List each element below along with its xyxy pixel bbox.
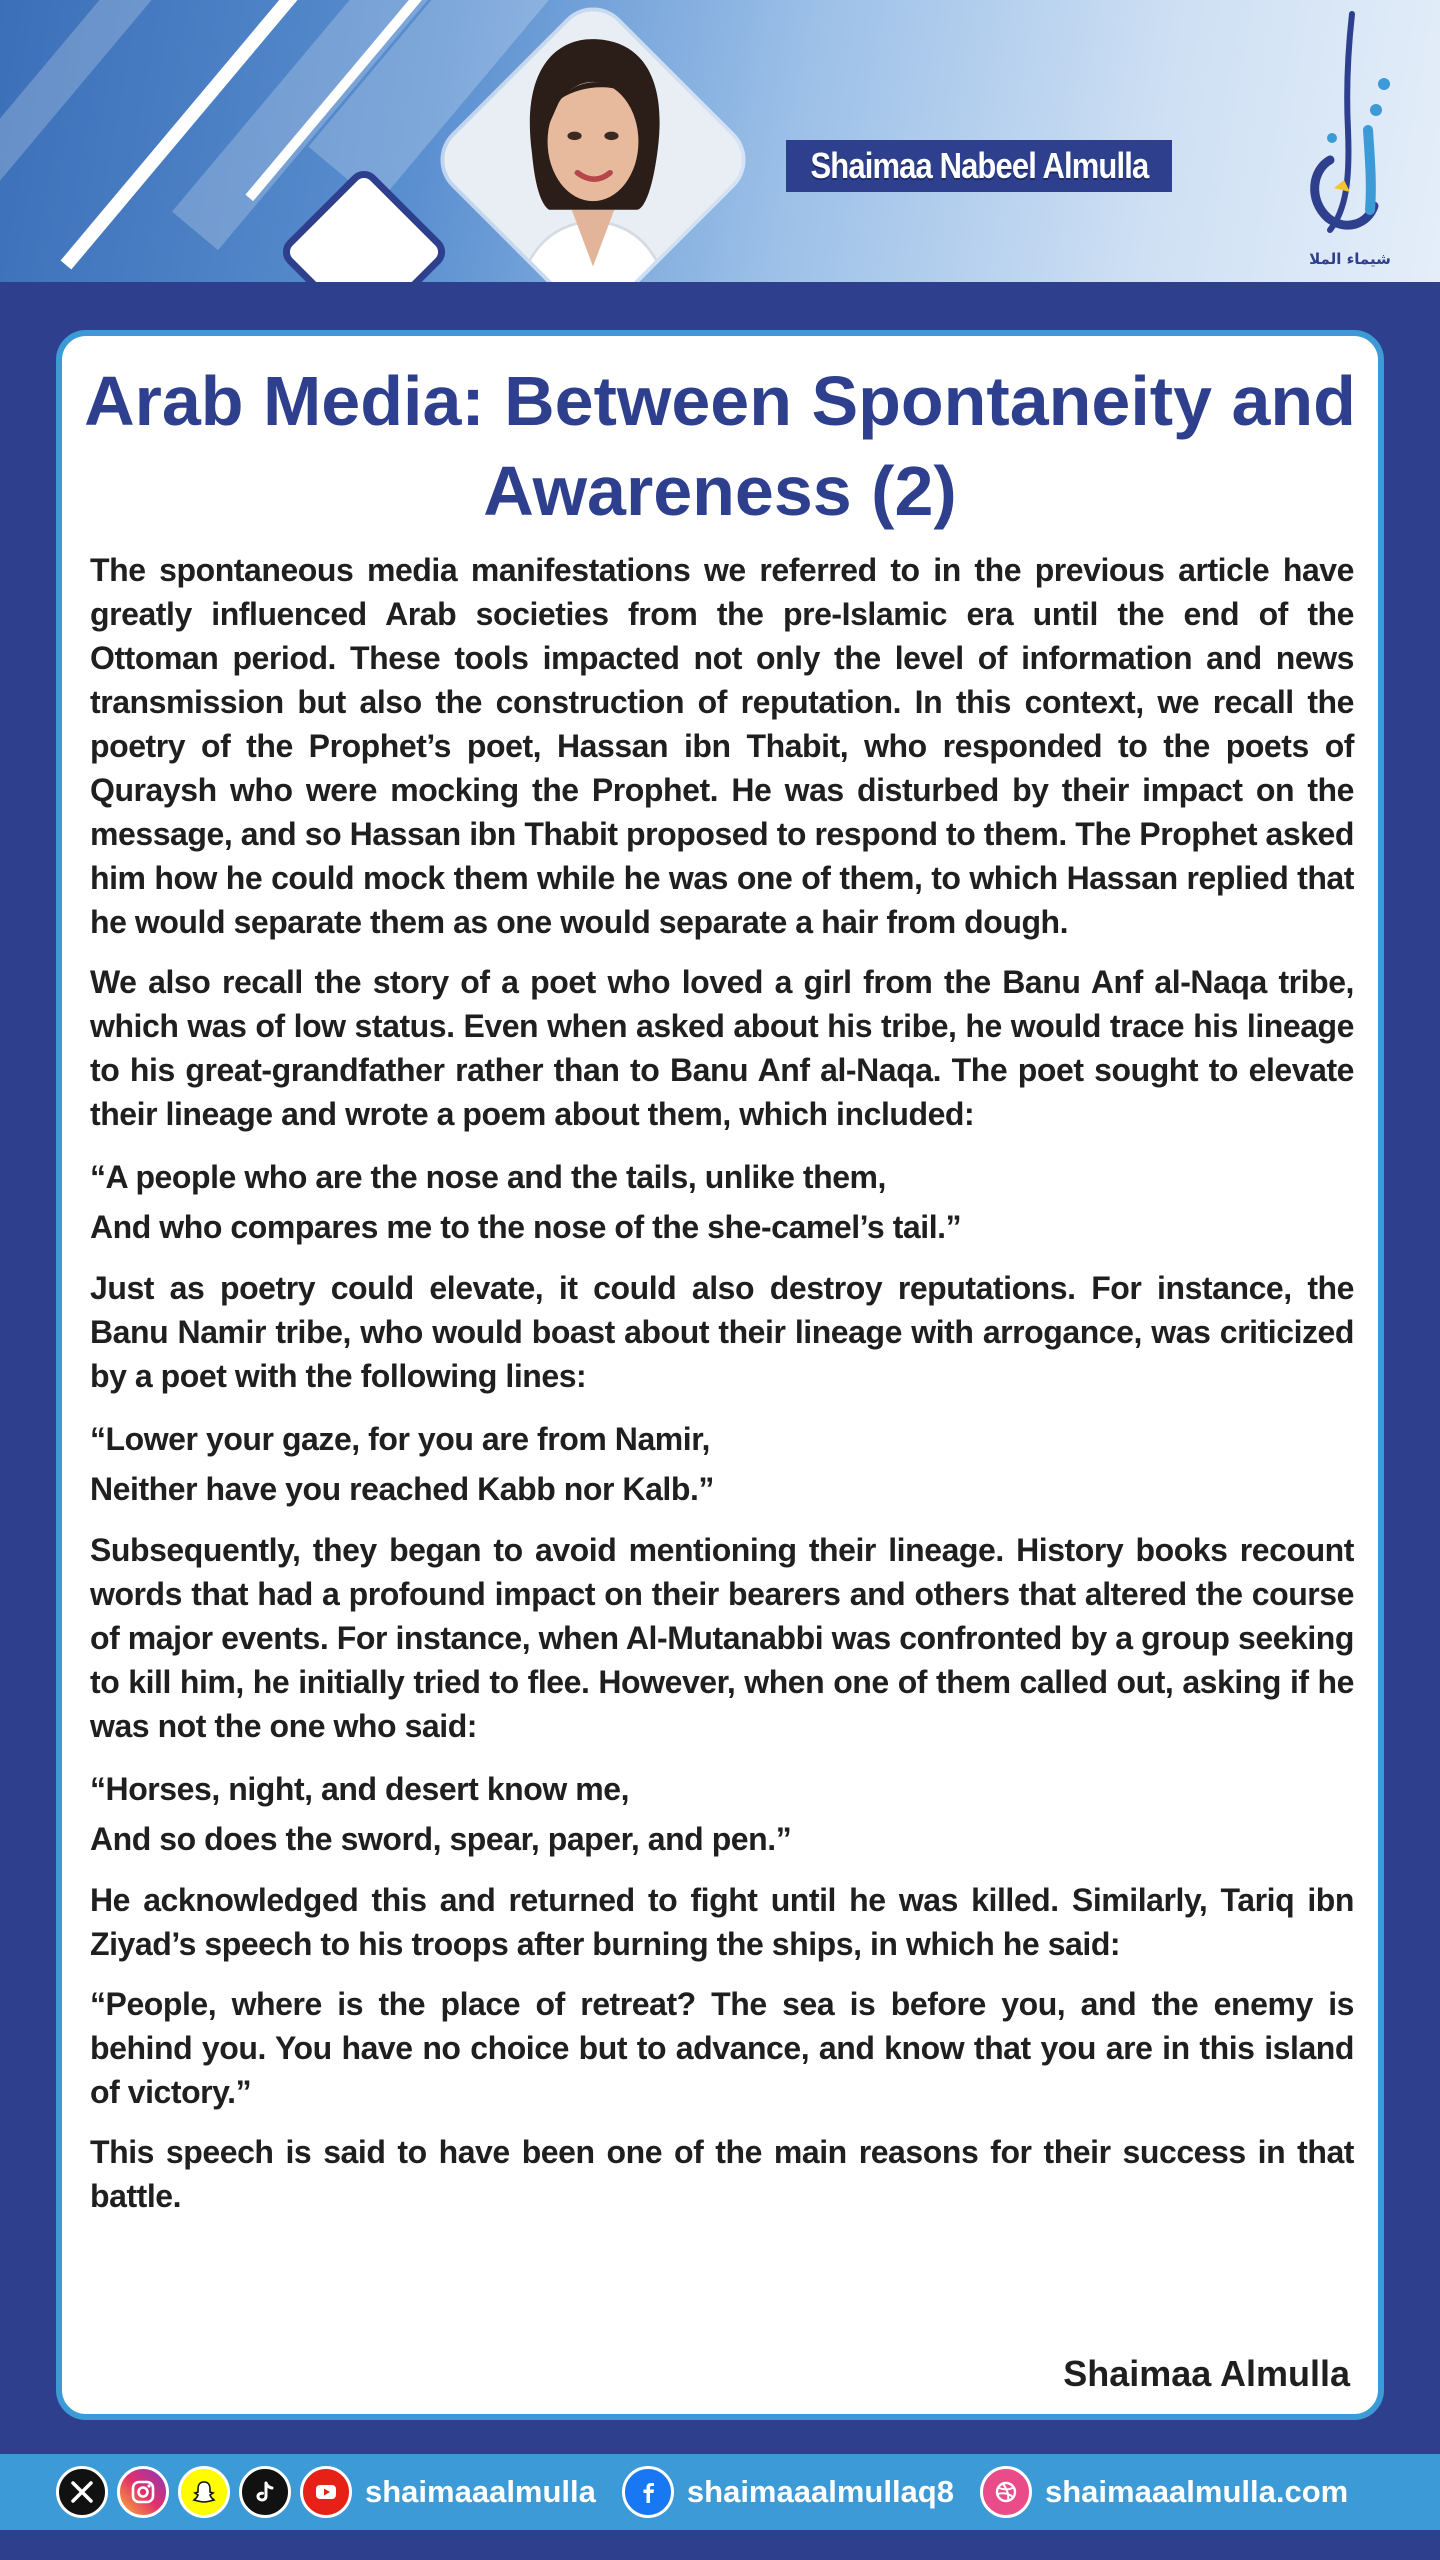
author-signature: Shaimaa Almulla <box>1063 2353 1350 2394</box>
paragraph: This speech is said to have been one of the main reasons for their success in that battle. <box>90 2134 1354 2214</box>
paragraph: He acknowledged this and returned to fight until he was killed. Similarly, Tariq ibn Ziyad’s speech to his troops after burning the ships, in which he said: <box>90 1882 1354 1962</box>
decorative-diamond <box>276 164 451 282</box>
article-title: Arab Media: Between Spontaneity and Awareness (2) <box>84 362 1356 530</box>
handle-primary[interactable]: shaimaaalmulla <box>365 2474 596 2509</box>
verse-line: And who compares me to the nose of the she-camel’s tail.” <box>90 1209 962 1245</box>
article-card <box>56 330 1384 2420</box>
snapchat-icon[interactable] <box>178 2466 230 2518</box>
paragraph: Subsequently, they began to avoid mentioning their lineage. History books recount words that had a profound impact on their bearers and others that altered the course of major events. For instance, when Al-Mutanabbi was confronted by a group seeking to kill him, he initially tried to flee. However, when one of them called out, asking if he was not the one who said: <box>90 1532 1354 1744</box>
verse-line: “Horses, night, and desert know me, <box>90 1771 630 1807</box>
social-footer <box>0 2454 1440 2530</box>
header-banner <box>0 0 1440 282</box>
verse-line: “A people who are the nose and the tails, unlike them, <box>90 1159 886 1195</box>
verse-line: And so does the sword, spear, paper, and pen.” <box>90 1821 792 1857</box>
paragraph: We also recall the story of a poet who loved a girl from the Banu Anf al-Naqa tribe, which was of low status. Even when asked about his tribe, he would trace his lineage to his great-grandfather rather than to Banu Anf al-Naqa. The poet sought to elevate their lineage and wrote a poem about them, which included: <box>90 964 1354 1132</box>
handle-facebook[interactable]: shaimaaalmullaq8 <box>686 2474 954 2509</box>
tiktok-icon[interactable] <box>239 2466 291 2518</box>
x-icon[interactable] <box>56 2466 108 2518</box>
article-body <box>90 548 1354 2234</box>
logo-caption: شيماء الملا <box>1309 250 1391 268</box>
verse <box>90 1764 1354 1864</box>
author-name-banner <box>786 140 1172 192</box>
verse-line: “Lower your gaze, for you are from Namir, <box>90 1421 710 1457</box>
verse <box>90 1414 1354 1514</box>
website-link[interactable]: shaimaaalmulla.com <box>1044 2474 1349 2509</box>
paragraph: The spontaneous media manifestations we referred to in the previous article have greatly influenced Arab societies from the pre-Islamic era until the end of the Ottoman period. These tools impacted not only the level of information and news transmission but also the construction of reputation. In this context, we recall the poetry of the Prophet’s poet, Hassan ibn Thabit, who responded to the poets of Quraysh who were mocking the Prophet. He was disturbed by their impact on the message, and so Hassan ibn Thabit proposed to respond to them. The Prophet asked him how he could mock them while he was one of them, to which Hassan replied that he would separate them as one would separate a hair from dough. <box>90 552 1354 940</box>
quote-paragraph: “People, where is the place of retreat? The sea is before you, and the enemy is behind you. You have no choice but to advance, and know that you are in this island of victory.” <box>90 1986 1354 2110</box>
website-globe-icon[interactable] <box>980 2466 1032 2518</box>
instagram-icon[interactable] <box>117 2466 169 2518</box>
calligraphy-logo-icon <box>1290 10 1410 270</box>
youtube-icon[interactable] <box>300 2466 352 2518</box>
verse-line: Neither have you reached Kabb nor Kalb.” <box>90 1471 714 1507</box>
paragraph: Just as poetry could elevate, it could also destroy reputations. For instance, the Banu Namir tribe, who would boast about their lineage with arrogance, was criticized by a poet with the following lines: <box>90 1270 1354 1394</box>
facebook-icon[interactable] <box>622 2466 674 2518</box>
verse <box>90 1152 1354 1252</box>
author-name: Shaimaa Nabeel Almulla <box>810 145 1148 186</box>
